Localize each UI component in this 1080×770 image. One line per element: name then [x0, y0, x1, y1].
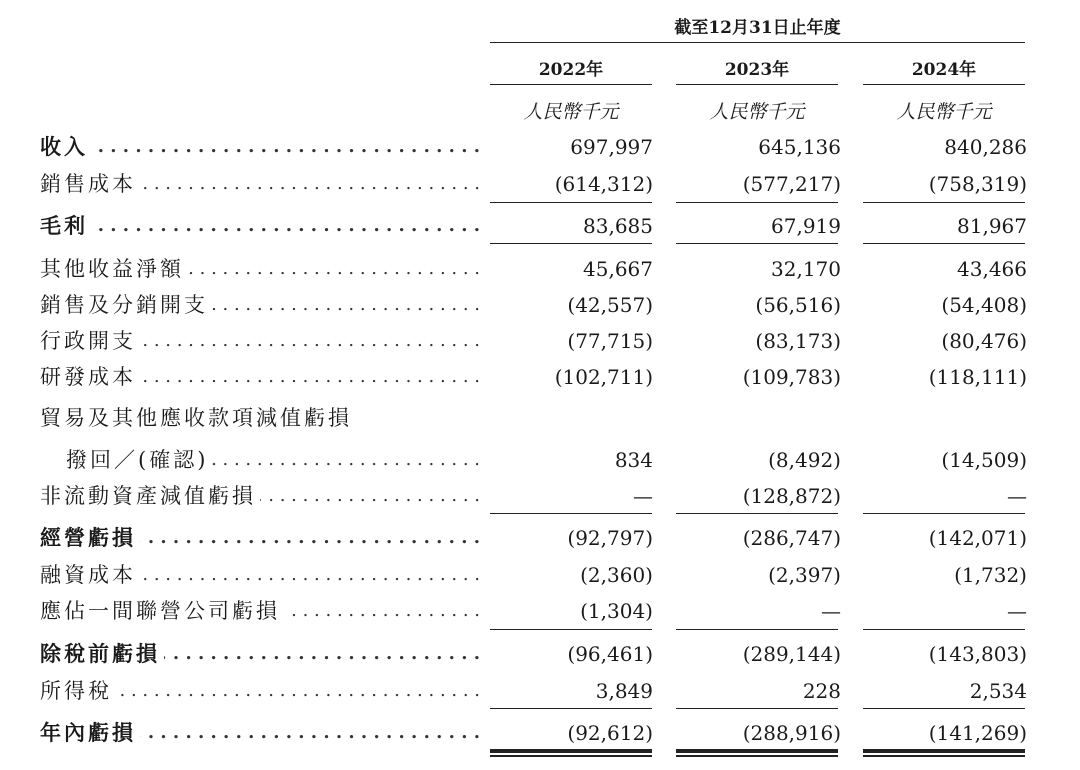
row-label: . . . 除稅前虧損	[40, 637, 480, 671]
subtotal-rule	[676, 202, 838, 203]
value-2022: 3,849	[595, 679, 653, 703]
year-header-2022: 2022年	[538, 60, 604, 80]
row-label: . . . 應佔一間聯營公司虧損	[40, 594, 480, 628]
period-header: 截至12月31日止年度	[674, 18, 841, 38]
value-2022: (92,612)	[567, 721, 653, 745]
year-rule	[490, 84, 652, 85]
value-2023: 32,170	[771, 257, 841, 281]
table-row	[0, 637, 1080, 671]
value-2022: (96,461)	[567, 642, 653, 666]
value-2024: (1,732)	[954, 563, 1027, 587]
table-row	[0, 324, 1080, 358]
subtotal-rule	[676, 708, 838, 709]
value-2024: (54,408)	[941, 293, 1027, 317]
value-2023: (288,916)	[742, 721, 841, 745]
subtotal-rule	[863, 202, 1025, 203]
year-rule	[863, 84, 1025, 85]
subtotal-rule	[490, 202, 652, 203]
table-row	[0, 252, 1080, 286]
value-2023: (83,173)	[755, 329, 841, 353]
value-2024: 43,466	[957, 257, 1027, 281]
value-2023: (56,516)	[755, 293, 841, 317]
row-label: 貿易及其他應收款項減值虧損	[40, 401, 480, 435]
row-label: . . . 融資成本	[40, 558, 480, 592]
subtotal-rule	[676, 513, 838, 514]
period-rule	[490, 42, 1025, 43]
subtotal-rule	[863, 629, 1025, 630]
value-2023: (289,144)	[742, 642, 841, 666]
value-2024: (118,111)	[928, 365, 1027, 389]
value-2023: —	[821, 599, 841, 623]
value-2024: 81,967	[957, 214, 1027, 238]
table-row	[0, 288, 1080, 322]
row-label: . . . 毛利	[40, 209, 480, 243]
value-2023: (109,783)	[742, 365, 841, 389]
table-row	[0, 521, 1080, 555]
subtotal-rule	[863, 513, 1025, 514]
table-row	[0, 209, 1080, 243]
unit-label-2023: 人民幣千元	[709, 101, 805, 123]
value-2022: 834	[614, 448, 653, 472]
value-2024: (142,071)	[928, 526, 1027, 550]
value-2022: 697,997	[570, 135, 653, 159]
value-2024: 2,534	[969, 679, 1027, 703]
row-label: . . . 年內虧損	[40, 716, 480, 750]
total-double-rule	[490, 749, 652, 753]
table-row	[0, 479, 1080, 513]
value-2024: (141,269)	[928, 721, 1027, 745]
table-row	[0, 401, 1080, 435]
subtotal-rule	[490, 243, 652, 244]
value-2022: 45,667	[583, 257, 653, 281]
value-2022: 83,685	[583, 214, 653, 238]
value-2023: (128,872)	[742, 484, 841, 508]
table-row	[0, 558, 1080, 592]
table-row	[0, 716, 1080, 750]
value-2024: (14,509)	[941, 448, 1027, 472]
row-label: . . . 收入	[40, 130, 480, 164]
total-double-rule	[863, 749, 1025, 753]
value-2023: (577,217)	[742, 172, 841, 196]
row-label: . . . 銷售及分銷開支	[40, 288, 480, 322]
subtotal-rule	[676, 629, 838, 630]
row-label: . . . 銷售成本	[40, 167, 480, 201]
value-2024: —	[1007, 484, 1027, 508]
value-2022: (2,360)	[580, 563, 653, 587]
row-label: . . . 經營虧損	[40, 521, 480, 555]
year-header-2023: 2023年	[724, 60, 790, 80]
table-row	[0, 130, 1080, 164]
row-label: . . . 所得稅	[40, 674, 480, 708]
value-2022: (102,711)	[554, 365, 653, 389]
subtotal-rule	[676, 243, 838, 244]
table-row	[0, 594, 1080, 628]
value-2023: (286,747)	[742, 526, 841, 550]
year-rule	[676, 84, 838, 85]
unit-label-2024: 人民幣千元	[896, 101, 992, 123]
value-2022: (42,557)	[567, 293, 653, 317]
subtotal-rule	[863, 243, 1025, 244]
value-2022: —	[633, 484, 653, 508]
row-label: . . . 研發成本	[40, 360, 480, 394]
subtotal-rule	[490, 513, 652, 514]
row-label: . . . 非流動資產減值虧損	[40, 479, 480, 513]
row-label: . . . 行政開支	[40, 324, 480, 358]
value-2024: (80,476)	[941, 329, 1027, 353]
value-2024: —	[1007, 599, 1027, 623]
value-2022: (92,797)	[567, 526, 653, 550]
value-2022: (614,312)	[554, 172, 653, 196]
value-2023: (2,397)	[768, 563, 841, 587]
value-2024: (143,803)	[928, 642, 1027, 666]
year-header-2024: 2024年	[911, 60, 977, 80]
table-row	[0, 674, 1080, 708]
unit-label-2022: 人民幣千元	[523, 101, 619, 123]
row-label: . . . 其他收益淨額	[40, 252, 480, 286]
total-double-rule	[676, 749, 838, 753]
value-2022: (77,715)	[567, 329, 653, 353]
value-2023: (8,492)	[768, 448, 841, 472]
table-row	[0, 167, 1080, 201]
value-2023: 228	[802, 679, 841, 703]
subtotal-rule	[863, 708, 1025, 709]
table-row	[0, 443, 1080, 477]
row-label: . . . 撥回／(確認)	[66, 443, 480, 477]
subtotal-rule	[490, 708, 652, 709]
value-2023: 645,136	[758, 135, 841, 159]
value-2024: (758,319)	[928, 172, 1027, 196]
value-2022: (1,304)	[580, 599, 653, 623]
value-2023: 67,919	[771, 214, 841, 238]
value-2024: 840,286	[944, 135, 1027, 159]
table-row	[0, 360, 1080, 394]
subtotal-rule	[490, 629, 652, 630]
